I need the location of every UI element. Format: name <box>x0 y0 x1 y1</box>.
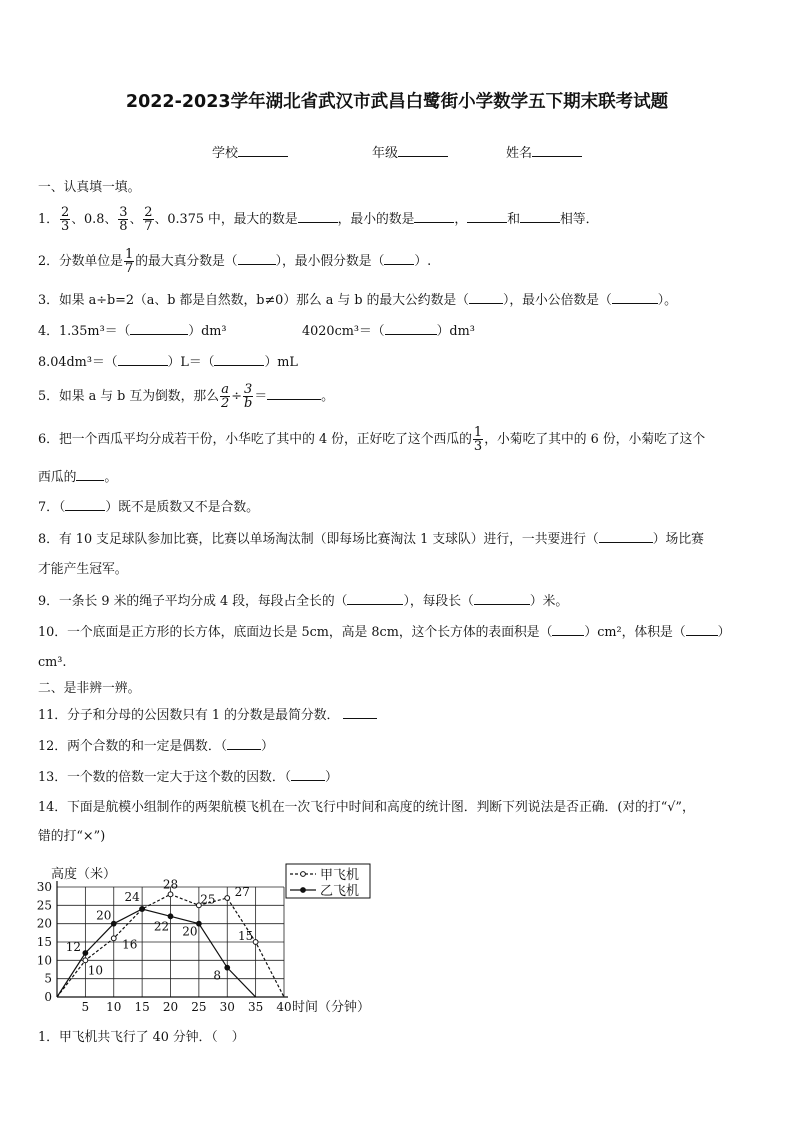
school-label: 学校 <box>212 146 239 161</box>
fraction: $\frac{2}{3}$ <box>60 205 70 234</box>
fraction: $\frac{3}{b}$ <box>244 382 253 411</box>
grade-label: 年级 <box>372 146 399 161</box>
question-11: 11．分子和分母的公因数只有 1 的分数是最简分数． <box>38 707 377 724</box>
x-tick-label: 30 <box>219 1000 235 1014</box>
question-5: 5．如果 a 与 b 互为倒数，那么 $\frac{a}{2}$ ÷ $\frac{3}{b}$ ＝ 。 <box>38 382 334 411</box>
answer-blank[interactable] <box>65 499 105 511</box>
y-tick-label: 15 <box>36 935 52 949</box>
y-tick-label: 20 <box>36 916 52 931</box>
altitude-line-chart <box>30 860 390 1020</box>
data-point <box>225 965 230 970</box>
data-label: 12 <box>65 940 82 954</box>
answer-blank[interactable] <box>267 388 321 400</box>
answer-blank[interactable] <box>599 531 653 543</box>
data-label: 28 <box>162 877 179 892</box>
answer-blank[interactable] <box>474 593 530 605</box>
answer-blank[interactable] <box>414 211 454 223</box>
section-2-heading: 二、是非辨一辨。 <box>38 681 141 696</box>
question-6: 6．把一个西瓜平均分成若干份，小华吃了其中的 4 份，正好吃了这个西瓜的 $\frac{1}{3}$ ，小菊吃了其中的 6 份，小菊吃了这个 <box>38 425 706 454</box>
data-point <box>111 936 116 941</box>
question-12: 12．两个合数的和一定是偶数．（ ） <box>38 739 274 754</box>
data-label: 16 <box>122 937 138 952</box>
answer-blank[interactable] <box>686 624 718 636</box>
data-label: 24 <box>124 890 140 904</box>
answer-blank[interactable] <box>298 211 338 223</box>
section-1-heading: 一、认真填一填。 <box>38 180 141 195</box>
answer-blank[interactable] <box>214 354 264 366</box>
fraction: $\frac{1}{3}$ <box>473 425 483 454</box>
answer-blank[interactable] <box>76 469 104 481</box>
x-tick-label: 20 <box>162 1000 179 1014</box>
data-label: 27 <box>234 885 250 899</box>
fraction: $\frac{2}{7}$ <box>144 205 153 234</box>
data-label: 15 <box>237 929 254 943</box>
data-point <box>140 907 145 912</box>
data-point <box>83 951 88 956</box>
data-point <box>168 892 173 897</box>
y-tick-label: 30 <box>36 880 52 894</box>
fraction: $\frac{a}{2}$ <box>221 382 230 411</box>
question-7: 7．（ ）既不是质数又不是合数。 <box>38 500 259 515</box>
answer-blank[interactable] <box>612 292 658 304</box>
data-point <box>83 958 88 963</box>
answer-blank[interactable] <box>384 253 414 265</box>
data-label: 25 <box>200 892 216 907</box>
x-axis-label: 时间（分钟） <box>292 1000 371 1015</box>
fraction: $\frac{1}{7}$ <box>124 247 134 276</box>
data-point <box>168 914 173 919</box>
answer-blank[interactable] <box>520 211 560 223</box>
legend-entry: 乙飞机 <box>320 884 360 899</box>
data-label: 20 <box>96 908 112 923</box>
x-tick-label: 10 <box>106 1000 122 1014</box>
question-4: 4．1.35m³＝（ ）dm³ <box>38 324 227 339</box>
question-8-cont: 才能产生冠军。 <box>38 562 128 577</box>
data-point <box>225 896 230 901</box>
answer-blank[interactable] <box>467 211 507 223</box>
question-3: 3．如果 a÷b=2（a、b 都是自然数，b≠0）那么 a 与 b 的最大公约数是（ ），最小公倍数是（ ）。 <box>38 293 677 308</box>
answer-blank[interactable] <box>552 624 584 636</box>
data-point <box>253 940 258 945</box>
x-tick-label: 5 <box>81 1000 90 1014</box>
x-tick-label: 40 <box>276 1000 292 1014</box>
question-10-cont: cm³. <box>38 655 67 670</box>
answer-blank[interactable] <box>385 323 437 335</box>
question-14-cont: 错的打“×”) <box>38 829 106 844</box>
sub-question-1: 1．甲飞机共飞行了 40 分钟．（ ） <box>38 1030 245 1045</box>
question-8: 8．有 10 支足球队参加比赛，比赛以单场淘汰制（即每场比赛淘汰 1 支球队）进行，一共要进行（ ）场比赛 <box>38 532 704 547</box>
answer-blank[interactable] <box>291 769 325 781</box>
question-6-cont: 西瓜的 。 <box>38 470 118 485</box>
legend-entry: 甲飞机 <box>320 868 360 883</box>
school-field[interactable] <box>212 142 288 161</box>
grade-field[interactable] <box>372 142 448 161</box>
legend-marker <box>301 888 306 893</box>
fraction: $\frac{3}{8}$ <box>119 205 128 234</box>
answer-blank[interactable] <box>227 738 261 750</box>
y-tick-label: 5 <box>44 971 52 986</box>
answer-blank[interactable] <box>238 253 276 265</box>
y-tick-label: 0 <box>44 990 52 1004</box>
answer-blank[interactable] <box>347 593 403 605</box>
answer-blank[interactable] <box>118 354 168 366</box>
data-point <box>111 921 116 926</box>
data-label: 22 <box>153 919 170 934</box>
data-label: 8 <box>213 968 222 983</box>
name-label: 姓名 <box>506 146 533 161</box>
question-13: 13．一个数的倍数一定大于这个数的因数．（ ） <box>38 770 338 785</box>
question-10: 10．一个底面是正方形的长方体，底面边长是 5cm，高是 8cm，这个长方体的表面积是（ ）cm²，体积是（ ） <box>38 625 731 640</box>
legend-marker <box>301 872 306 877</box>
x-tick-label: 25 <box>191 1000 207 1014</box>
x-tick-label: 15 <box>134 1000 150 1014</box>
question-9: 9．一条长 9 米的绳子平均分成 4 段，每段占全长的（ ），每段长（ ）米。 <box>38 594 569 609</box>
y-axis-label: 高度（米） <box>51 867 117 882</box>
question-4-part-c: 8.04dm³＝（ ）L＝（ ）mL <box>38 355 298 370</box>
answer-blank[interactable] <box>130 323 188 335</box>
page-title: 2022-2023学年湖北省武汉市武昌白鹭街小学数学五下期末联考试题 <box>125 92 669 112</box>
answer-blank[interactable] <box>469 292 503 304</box>
x-tick-label: 35 <box>247 1000 264 1014</box>
question-1: 1． $\frac{2}{3}$ 、0.8、 $\frac{3}{8}$ 、 $\frac{2}{7}$ 、0.375 中，最大的数是 ，最小的数是 ， 和 相等． <box>38 205 599 234</box>
data-label: 10 <box>87 963 104 978</box>
answer-blank[interactable] <box>343 707 377 719</box>
y-tick-label: 25 <box>36 898 52 913</box>
question-14: 14．下面是航模小组制作的两架航模飞机在一次飞行中时间和高度的统计图．判断下列说法是否正确．(对的打“√”， <box>38 800 695 815</box>
question-2: 2．分数单位是 $\frac{1}{7}$ 的最大真分数是（ ），最小假分数是（ ）. <box>38 247 432 276</box>
y-tick-label: 10 <box>36 953 52 968</box>
question-4-part-b: 4020cm³＝（ ）dm³ <box>302 324 475 339</box>
data-label: 20 <box>182 924 198 939</box>
name-field[interactable] <box>506 142 582 161</box>
